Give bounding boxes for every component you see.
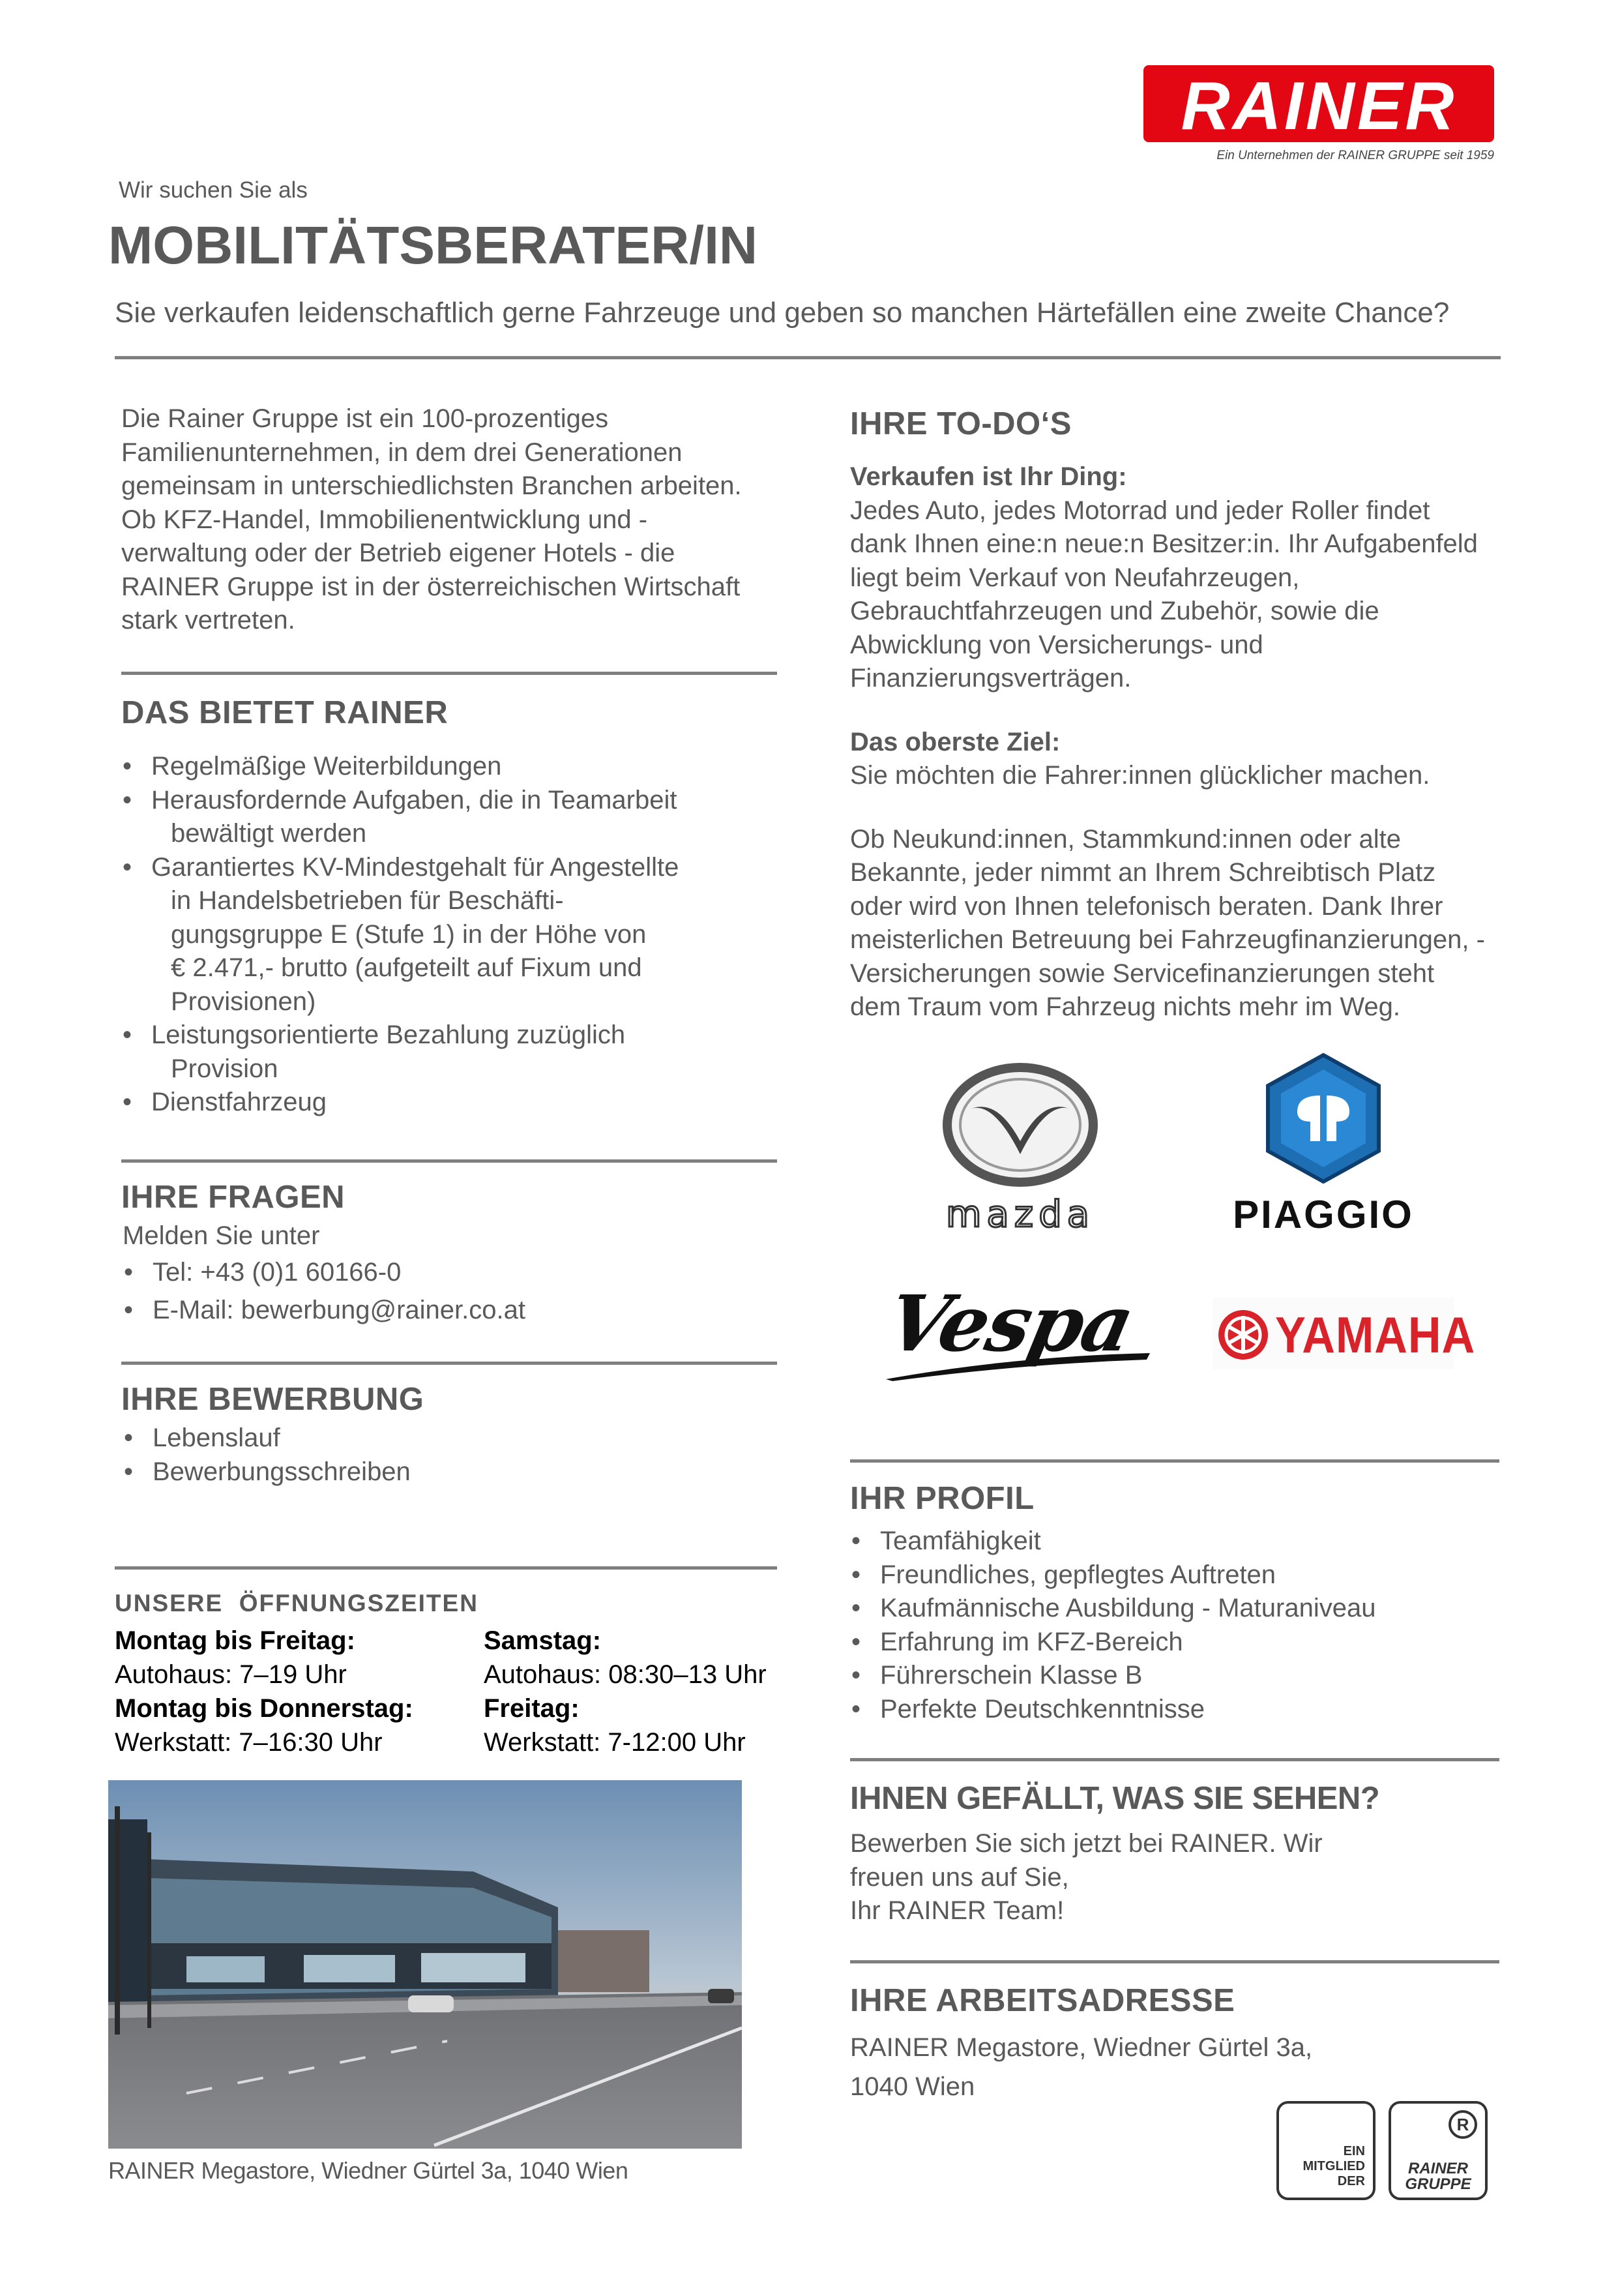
offer-heading: DAS BIETET RAINER: [121, 695, 449, 730]
divider: [850, 1960, 1499, 1963]
divider: [121, 1362, 777, 1365]
questions-list: [123, 1256, 774, 1327]
application-list: [123, 1422, 774, 1489]
vespa-swoosh-icon: [883, 1350, 1156, 1382]
profile-heading: IHR PROFIL: [850, 1481, 1035, 1516]
hours-heading: UNSERE ÖFFNUNGSZEITEN: [115, 1590, 478, 1617]
list-item: • Lebenslauf: [123, 1422, 774, 1455]
divider: [115, 1566, 777, 1570]
email-link[interactable]: • E-Mail: bewerbung@rainer.co.at: [123, 1294, 774, 1328]
list-item: • Perfekte Deutschkenntnisse: [850, 1693, 1495, 1727]
list-item: • Teamfähigkeit: [850, 1525, 1495, 1558]
megastore-photo-drawing: [108, 1780, 742, 2149]
list-item: • Kaufmännische Ausbildung - Maturaniveau: [850, 1592, 1495, 1626]
todos-heading: IHRE TO-DO‘S: [850, 406, 1072, 441]
phone-link[interactable]: • Tel: +43 (0)1 60166-0: [123, 1256, 774, 1290]
megastore-photo: [108, 1780, 742, 2149]
divider: [850, 1758, 1499, 1761]
mazda-wordmark: mazda: [945, 1193, 1095, 1236]
address-heading: IHRE ARBEITSADRESSE: [850, 1983, 1235, 2018]
piaggio-emblem-icon: [1213, 1050, 1434, 1187]
list-item: • Regelmäßige Weiterbildungen: [121, 750, 773, 784]
list-item: • Leistungsorientierte Bezahlung zuzüglich Provision: [121, 1019, 773, 1086]
yamaha-tuning-fork-icon: [1215, 1307, 1271, 1363]
eyebrow: Wir suchen Sie als: [119, 177, 308, 203]
todos-text: Verkaufen ist Ihr Ding: Jedes Auto, jedes Motorrad und jeder Roller findet dank Ihnen eine:n neue:n Besitzer:in. Ihr Aufgabenfeld liegt beim Verkauf von Neufahrzeugen, Gebrauchtfahrzeugen und Zubehör, sowie die Abwicklung von Versicherungs- und Finanzierungsverträgen. Das oberste Ziel: Sie möchten die Fahrer:innen glücklicher machen. Ob Neukund:innen, Stammkund:innen oder alte Bekannte, jeder nimmt an Ihrem Schreibtisch Platz oder wird von Ihnen telefonisch beraten. Dank Ihrer meisterlichen Betreuung bei Fahrzeugfinanzierungen, - Versicherungen sowie Servicefinanzierungen steht dem Traum vom Fahrzeug nichts mehr im Weg.: [850, 462, 1485, 1021]
list-item: • Bewerbungsschreiben: [123, 1455, 774, 1489]
cta-heading: IHNEN GEFÄLLT, WAS SIE SEHEN?: [850, 1781, 1380, 1816]
logo-text: RAINER: [1181, 68, 1457, 144]
piaggio-wordmark: PIAGGIO: [1233, 1193, 1414, 1236]
registered-icon: R: [1449, 2110, 1477, 2139]
subtitle: Sie verkaufen leidenschaftlich gerne Fahrzeuge und geben so manchen Härtefällen eine zweite Chance?: [115, 297, 1450, 329]
offer-list: [121, 750, 773, 1120]
yamaha-wordmark: YAMAHA: [1275, 1306, 1476, 1364]
piaggio-logo: [1213, 1050, 1434, 1245]
hours-right: Samstag: Autohaus: 08:30–13 Uhr Freitag: Werkstatt: 7-12:00 Uhr: [484, 1626, 767, 1757]
cta-text: Bewerben Sie sich jetzt bei RAINER. Wir freuen uns auf Sie, Ihr RAINER Team!: [850, 1829, 1323, 1925]
list-item: • Freundliches, gepflegtes Auftreten: [850, 1558, 1495, 1592]
application-heading: IHRE BEWERBUNG: [121, 1382, 424, 1417]
address-text: RAINER Megastore, Wiedner Gürtel 3a, 1040 Wien: [850, 2033, 1313, 2101]
mazda-emblem-icon: [926, 1063, 1115, 1187]
questions-intro: Melden Sie unter: [123, 1221, 320, 1250]
mazda-logo: [926, 1063, 1115, 1239]
intro-text: Die Rainer Gruppe ist ein 100-prozentiges Familienunternehmen, in dem drei Generationen gemeinsam in unterschiedlichsten Branchen arbeiten. Ob KFZ-Handel, Immobilienentwicklung und - verwaltung oder der Betrieb eigener Hotels - die RAINER Gruppe ist in der österreichischen Wirtschaft stark vertreten.: [121, 404, 742, 634]
page-title: MOBILITÄTSBERATER/IN: [108, 216, 758, 275]
list-item: • Garantiertes KV-Mindestgehalt für Angestellte in Handelsbetrieben für Beschäfti- gungsgruppe E (Stufe 1) in der Höhe von € 2.471,- brutto (aufgeteilt auf Fixum und Provisionen): [121, 851, 773, 1019]
divider: [121, 1159, 777, 1163]
profile-list: [850, 1525, 1495, 1726]
list-item: • Führerschein Klasse B: [850, 1659, 1495, 1693]
header-divider: [115, 356, 1501, 359]
photo-caption: RAINER Megastore, Wiedner Gürtel 3a, 1040 Wien: [108, 2157, 628, 2184]
list-item: • Dienstfahrzeug: [121, 1086, 773, 1120]
rainer-gruppe-badge: R RAINER GRUPPE: [1389, 2101, 1488, 2200]
hours-left: Montag bis Freitag: Autohaus: 7–19 Uhr Montag bis Donnerstag: Werkstatt: 7–16:30 Uhr: [115, 1626, 413, 1757]
divider: [850, 1459, 1499, 1463]
list-item: • Erfahrung im KFZ-Bereich: [850, 1626, 1495, 1660]
member-badge: EIN MITGLIED DER: [1276, 2101, 1375, 2200]
rainer-logo: [1143, 65, 1494, 142]
vespa-logo: [879, 1278, 1156, 1382]
divider: [121, 672, 777, 675]
logo-tagline: Ein Unternehmen der RAINER GRUPPE seit 1959: [1216, 149, 1494, 162]
yamaha-logo: [1213, 1298, 1476, 1369]
questions-heading: IHRE FRAGEN: [121, 1180, 346, 1215]
vespa-wordmark: Vespa: [879, 1278, 1141, 1369]
list-item: • Herausfordernde Aufgaben, die in Teamarbeit bewältigt werden: [121, 784, 773, 851]
